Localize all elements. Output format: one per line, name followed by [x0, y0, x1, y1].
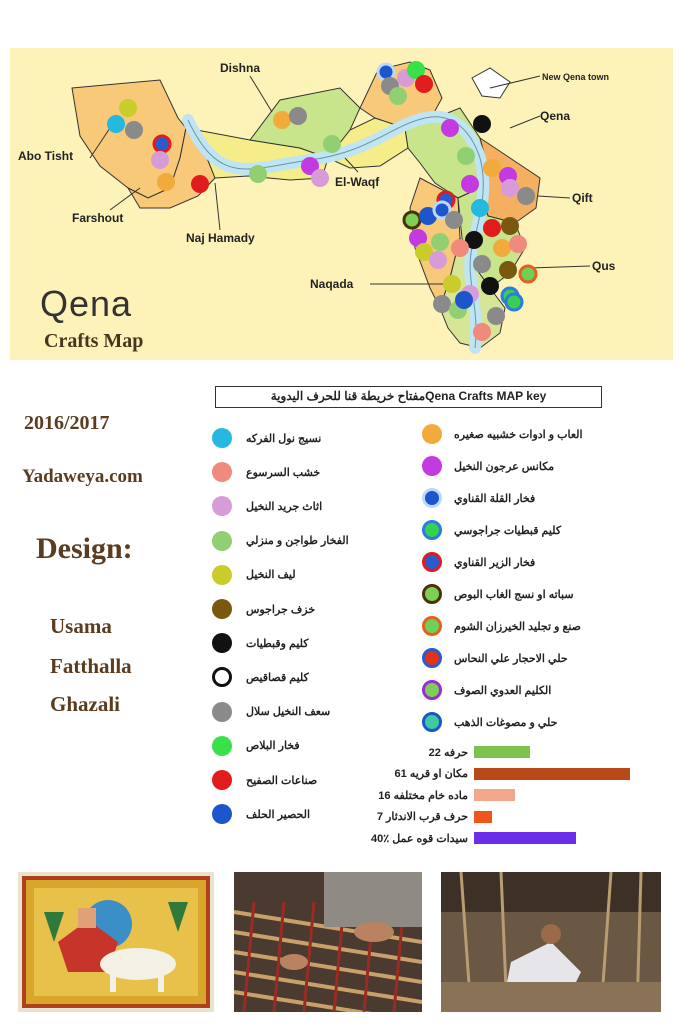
legend-swatch — [422, 584, 442, 604]
legend-swatch — [212, 702, 232, 722]
legend-item-right-7 — [422, 614, 581, 638]
legend-swatch — [212, 565, 232, 585]
craft-marker-7 — [191, 175, 209, 193]
label-new-qena: New Qena town — [542, 72, 610, 82]
legend-label: كليم قبطيات جراجوسي — [454, 524, 562, 537]
legend-swatch — [212, 804, 232, 824]
legend-swatch — [212, 599, 232, 619]
stat-row-5 — [360, 830, 576, 846]
craft-marker-1 — [119, 99, 137, 117]
stat-label: 40٪ سيدات قوه عمل — [371, 832, 468, 845]
craft-marker-28 — [461, 175, 479, 193]
legend-item-right-3 — [422, 486, 535, 510]
designer-last-name: Ghazali — [50, 692, 121, 716]
stat-label: 7 حرف قرب الاندثار — [376, 811, 468, 823]
craft-marker-21 — [473, 115, 491, 133]
legend-item-left-11 — [212, 768, 317, 792]
stat-bar — [474, 811, 492, 823]
legend-item-left-9 — [212, 700, 330, 724]
craft-marker-43 — [493, 239, 511, 257]
craft-marker-35 — [501, 217, 519, 235]
legend-item-right-2 — [422, 454, 554, 478]
craft-marker-45 — [520, 266, 536, 282]
legend-swatch — [422, 552, 442, 572]
pointer-qift — [538, 196, 570, 198]
craft-marker-29 — [404, 212, 420, 228]
pointer-naj-hamady — [215, 183, 220, 230]
craft-marker-41 — [429, 251, 447, 269]
legend-item-left-4 — [212, 529, 349, 553]
photo-weaving — [234, 872, 422, 1012]
label-farshout: Farshout — [72, 211, 124, 225]
legend-item-right-5 — [422, 550, 535, 574]
craft-marker-22 — [457, 147, 475, 165]
map-subtitle: Crafts Map — [44, 330, 144, 352]
craft-marker-46 — [499, 261, 517, 279]
legend-swatch — [212, 496, 232, 516]
craft-marker-38 — [431, 233, 449, 251]
legend-swatch — [212, 462, 232, 482]
legend-swatch — [212, 531, 232, 551]
weaving-image — [234, 872, 422, 1012]
craft-marker-51 — [433, 295, 451, 313]
photo-tapestry — [18, 872, 214, 1012]
label-naj-hamady: Naj Hamady — [186, 231, 255, 245]
stat-bar — [474, 832, 576, 844]
craft-marker-23 — [483, 159, 501, 177]
legend-label: كليم قصاقيص — [246, 671, 309, 684]
craft-marker-13 — [323, 135, 341, 153]
legend-item-left-1 — [212, 426, 321, 450]
craft-marker-4 — [154, 136, 170, 152]
legend-item-left-3 — [212, 494, 322, 518]
craft-marker-56 — [506, 294, 522, 310]
craft-marker-5 — [151, 151, 169, 169]
craft-marker-55 — [473, 323, 491, 341]
stat-row-1 — [360, 744, 530, 760]
designer-first-name: Usama — [50, 614, 112, 638]
legend-item-right-10 — [422, 710, 557, 734]
legend-label: صنع و تجليد الخيرزان الشوم — [454, 620, 582, 633]
label-el-waqf: El-Waqf — [335, 175, 380, 189]
legend-item-right-4 — [422, 518, 561, 542]
legend-swatch — [422, 520, 442, 540]
stat-row-3 — [360, 787, 515, 803]
region-new-qena — [472, 68, 510, 98]
legend-label: فخار البلاص — [246, 740, 300, 753]
legend-item-left-10 — [212, 734, 300, 758]
craft-marker-47 — [481, 277, 499, 295]
legend-label: سباته او نسج الغاب البوص — [454, 588, 574, 601]
legend-item-right-8 — [422, 646, 568, 670]
craft-marker-37 — [451, 239, 469, 257]
legend-swatch — [212, 428, 232, 448]
craft-marker-42 — [473, 255, 491, 273]
craft-marker-32 — [445, 211, 463, 229]
legend-item-left-7 — [212, 631, 309, 655]
legend-label: خزف جراجوس — [246, 603, 316, 616]
website-label: Yadaweya.com — [22, 466, 143, 487]
label-qift: Qift — [572, 191, 593, 205]
label-dishna: Dishna — [220, 61, 261, 75]
legend-item-left-5 — [212, 563, 296, 587]
legend-label: خشب السرسوع — [246, 466, 321, 479]
craft-marker-44 — [509, 235, 527, 253]
legend-label: حلي و مصوغات الذهب — [454, 716, 558, 729]
legend-swatch — [212, 770, 232, 790]
legend-swatch — [422, 456, 442, 476]
year-label: 2016/2017 — [24, 412, 110, 434]
legend-label: العاب و ادوات خشبيه صغيره — [454, 428, 583, 441]
craft-marker-50 — [443, 275, 461, 293]
legend-swatch — [422, 648, 442, 668]
photo-workshop — [441, 872, 661, 1012]
stat-bar — [474, 789, 515, 801]
legend-label: صناعات الصفيح — [246, 774, 318, 787]
craft-marker-19 — [415, 75, 433, 93]
stat-label: 61 مكان او قريه — [394, 768, 468, 780]
legend-swatch — [422, 680, 442, 700]
stat-label: 16 ماده خام مختلفه — [378, 789, 468, 802]
craft-marker-34 — [483, 219, 501, 237]
legend-label: كليم وقبطيات — [246, 637, 309, 650]
design-heading: Design: — [36, 532, 133, 565]
craft-marker-53 — [455, 291, 473, 309]
legend-label: الحصير الحلف — [246, 808, 311, 821]
craft-marker-20 — [441, 119, 459, 137]
legend-swatch — [212, 633, 232, 653]
craft-marker-33 — [471, 199, 489, 217]
map-key-title: مفتاح خريطة قنا للحرف اليدويةQena Crafts MAP key — [215, 386, 602, 408]
designer-middle-name: Fatthalla — [50, 654, 132, 678]
legend-label: فخار القلة القناوي — [454, 492, 536, 505]
legend-swatch — [422, 488, 442, 508]
craft-marker-9 — [273, 111, 291, 129]
legend-label: ليف النخيل — [246, 569, 296, 582]
craft-marker-3 — [125, 121, 143, 139]
legend-item-right-6 — [422, 582, 574, 606]
tapestry-image — [18, 872, 214, 1012]
craft-marker-8 — [249, 165, 267, 183]
legend-item-left-8 — [212, 665, 309, 689]
craft-marker-12 — [311, 169, 329, 187]
stat-row-4 — [360, 809, 492, 825]
legend-label: سعف النخيل سلال — [246, 706, 331, 719]
legend-label: نسيج نول الفركه — [246, 432, 322, 445]
legend-swatch — [422, 424, 442, 444]
stat-bar — [474, 768, 630, 780]
legend-item-left-2 — [212, 460, 320, 484]
craft-marker-6 — [157, 173, 175, 191]
legend-item-right-1 — [422, 422, 583, 446]
legend-swatch — [212, 667, 232, 687]
legend-item-left-6 — [212, 597, 315, 621]
craft-marker-10 — [289, 107, 307, 125]
pointer-dishna — [250, 76, 272, 112]
label-qus: Qus — [592, 259, 616, 273]
label-abo-tisht: Abo Tisht — [18, 149, 74, 163]
label-qena: Qena — [540, 109, 571, 123]
label-naqada: Naqada — [310, 277, 354, 291]
legend-item-left-12 — [212, 802, 310, 826]
legend-swatch — [422, 616, 442, 636]
stat-label: 22 حرفه — [428, 746, 468, 759]
craft-marker-54 — [487, 307, 505, 325]
stat-bar — [474, 746, 530, 758]
stat-row-2 — [360, 766, 630, 782]
legend-label: حلي الاحجار علي النحاس — [454, 652, 568, 665]
legend-label: فخار الزير القناوي — [454, 556, 536, 569]
crafts-map — [10, 48, 673, 360]
legend-swatch — [212, 736, 232, 756]
legend-swatch — [422, 712, 442, 732]
workshop-image — [441, 872, 661, 1012]
legend-item-right-9 — [422, 678, 551, 702]
craft-marker-2 — [107, 115, 125, 133]
legend-label: مكانس عرجون النخيل — [454, 460, 555, 473]
legend-label: الفخار طواجن و منزلي — [246, 535, 349, 548]
craft-marker-18 — [389, 87, 407, 105]
legend-label: اثاث جريد النخيل — [246, 500, 323, 513]
craft-marker-26 — [501, 179, 519, 197]
pointer-qena — [510, 116, 540, 128]
craft-marker-25 — [517, 187, 535, 205]
pointer-qus — [530, 266, 590, 268]
map-title: Qena — [40, 283, 133, 324]
legend-label: الكليم العدوي الصوف — [454, 684, 552, 697]
